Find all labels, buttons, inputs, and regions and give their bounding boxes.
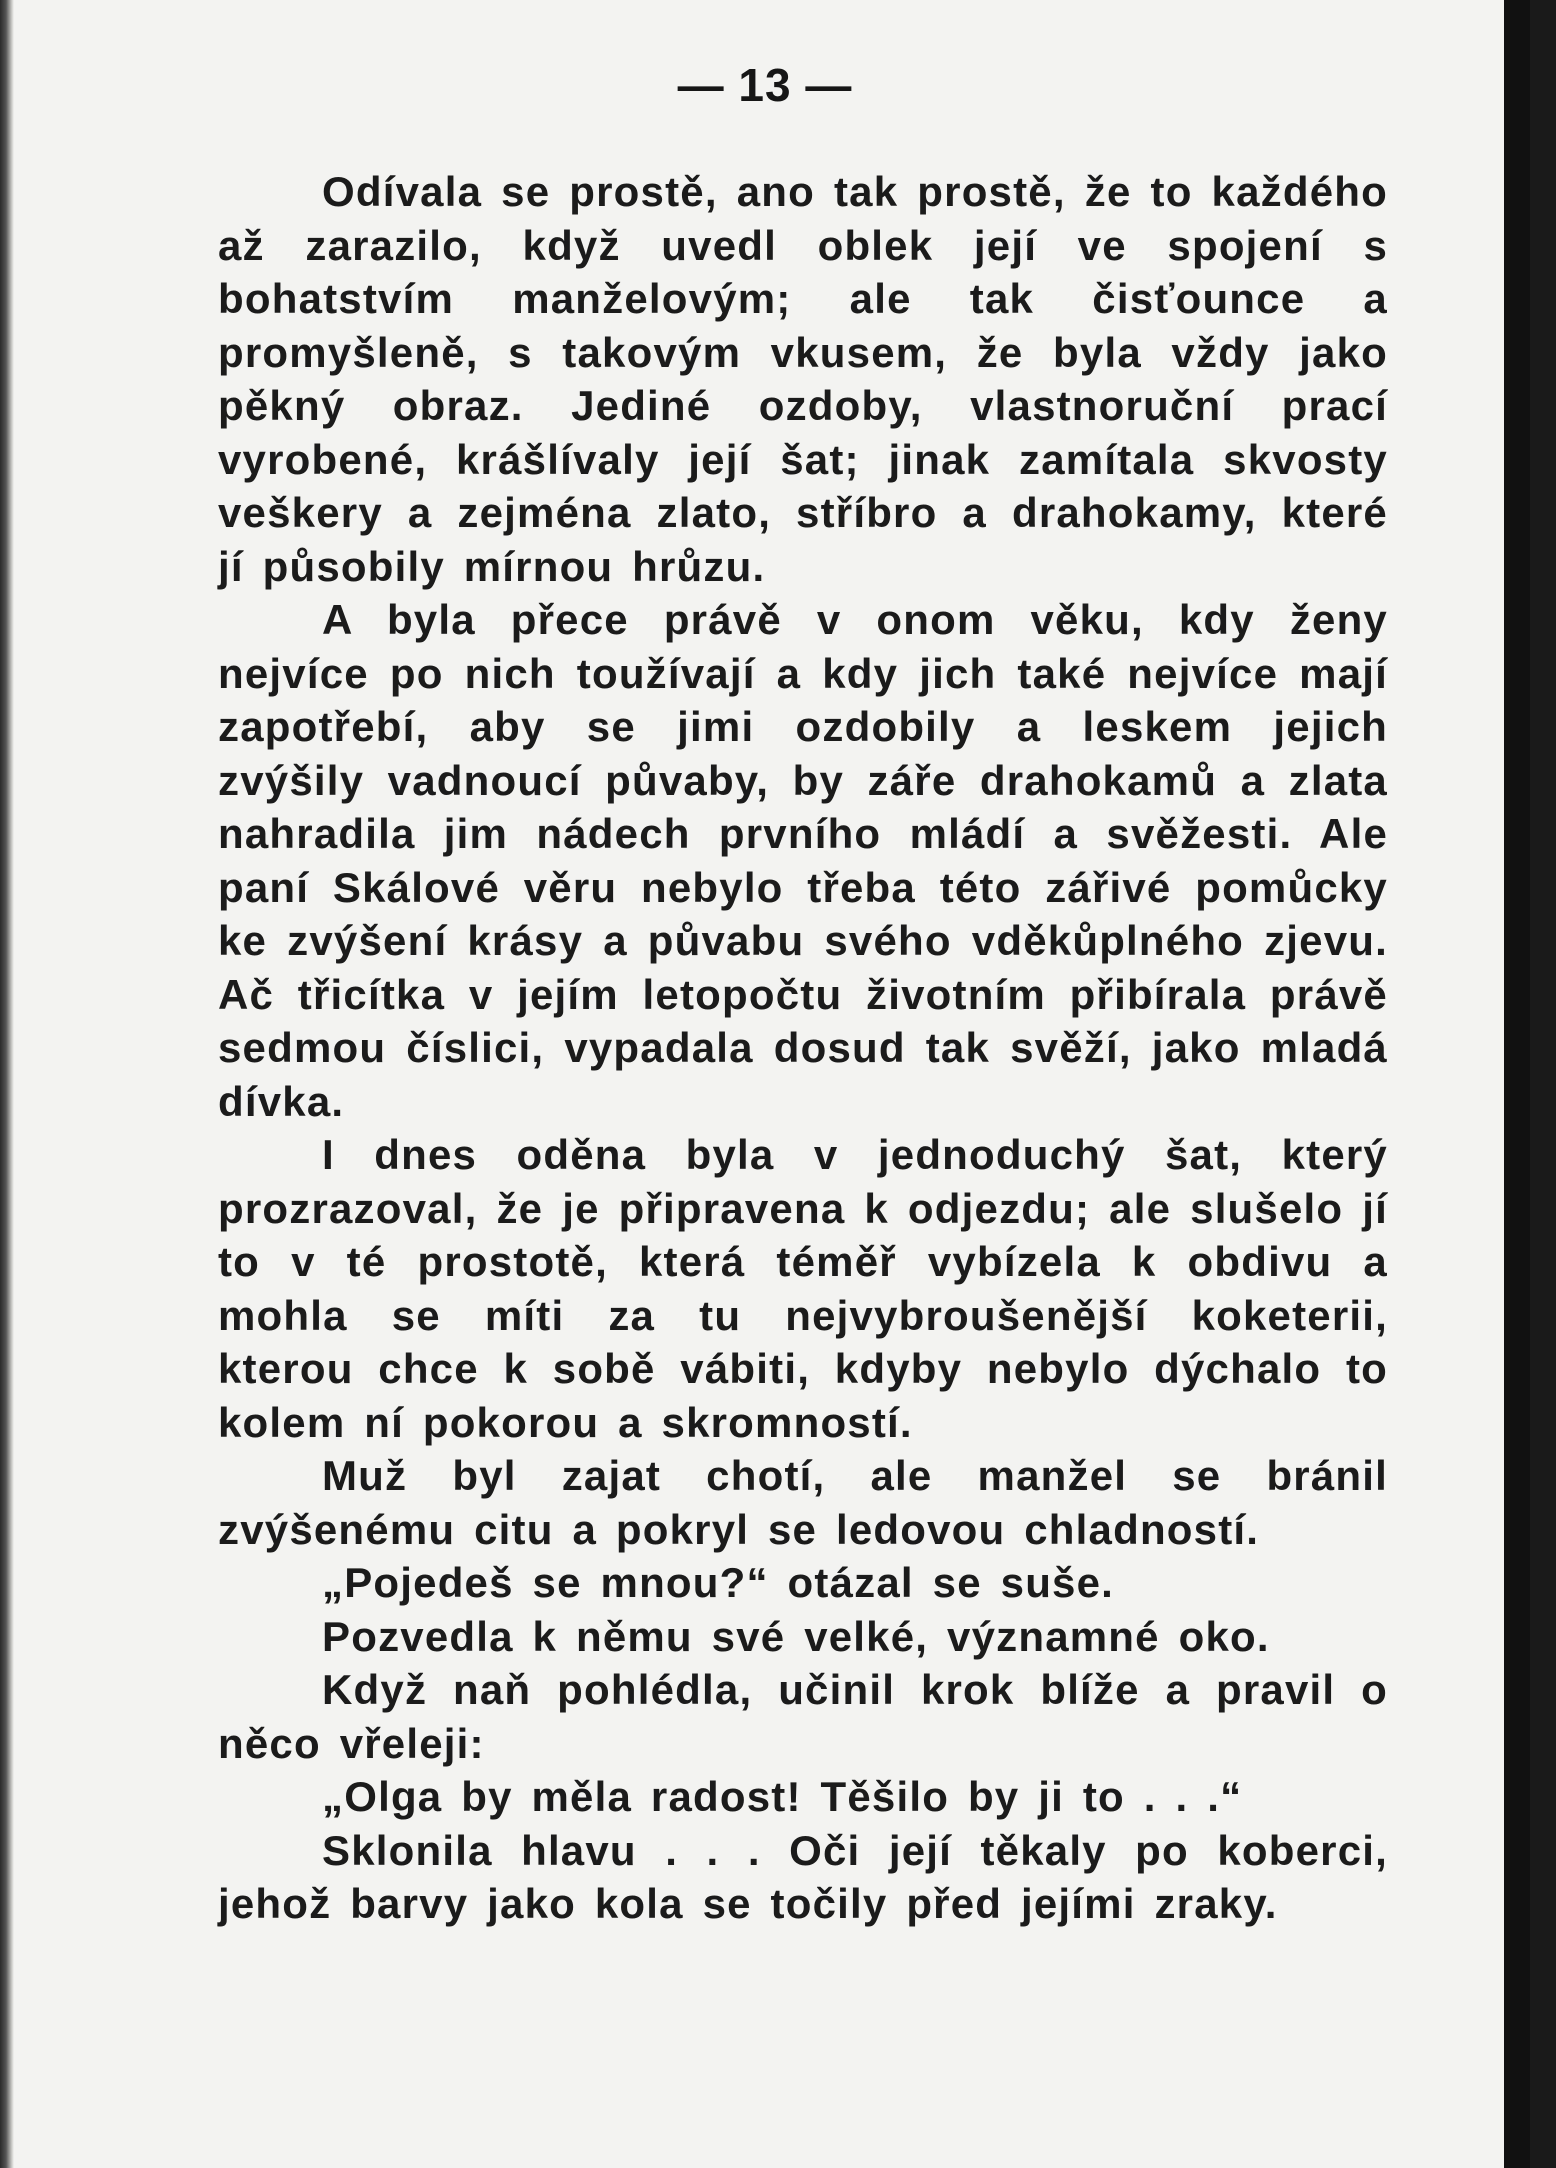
page-binding-edge <box>0 0 14 2168</box>
page-number: — 13 — <box>677 59 853 111</box>
paragraph: „Pojedeš se mnou?“ otázal se suše. <box>322 1559 1115 1606</box>
scan-shadow-edge <box>1504 0 1530 2168</box>
paragraph: Když naň pohlédla, učinil krok blíže a pravil o něco vřeleji: <box>218 1666 1388 1767</box>
paragraph: I dnes oděna byla v jednoduchý šat, který prozrazoval, že je připravena k odjezdu; ale slušelo jí to v té prostotě, která téměř vybízela k obdivu a mohla se míti za tu nejvybroušenější koketerii, kterou chce k sobě vábiti, kdyby nebylo dýchalo to kolem ní pokorou a skromností. <box>218 1131 1388 1446</box>
paragraph: Pozvedla k němu své velké, významné oko. <box>322 1612 1270 1660</box>
paragraph: „Olga by měla radost! Těšilo by ji to . . .“ <box>322 1773 1243 1820</box>
paragraph: Odívala se prostě, ano tak prostě, že to každého až zarazilo, když uvedl oblek její ve spojení s bohatstvím manželovým; ale tak čisťounce a promyšleně, s takovým vkusem, že byla vždy jako pěkný obraz. Jediné ozdoby, vlastnoruční prací vyrobené, krášlívaly její šat; jinak zamítala skvosty veškery a zejména zlato, stříbro a drahokamy, které jí působily mírnou hrůzu. <box>218 168 1388 590</box>
body-text <box>218 165 1388 1931</box>
paragraph: Muž byl zajat chotí, ale manžel se bránil zvýšenému citu a pokryl se ledovou chladností. <box>218 1452 1388 1553</box>
paragraph: Sklonila hlavu . . . Oči její těkaly po koberci, jehož barvy jako kola se točily před jejími zraky. <box>218 1826 1388 1927</box>
paragraph: A byla přece právě v onom věku, kdy ženy nejvíce po nich toužívají a kdy jich také nejvíce mají zapotřebí, aby se jimi ozdobily a leskem jejich zvýšily vadnoucí půvaby, by záře drahokamů a zlata nahradila jim nádech prvního mládí a svěžesti. Ale paní Skálové věru nebylo třeba této zářivé pomůcky ke zvýšení krásy a půvabu svého vděkůplného zjevu. Ač třicítka v jejím letopočtu životním přibírala právě sedmou číslici, vypadala dosud tak svěží, jako mladá dívka. <box>218 596 1388 1125</box>
